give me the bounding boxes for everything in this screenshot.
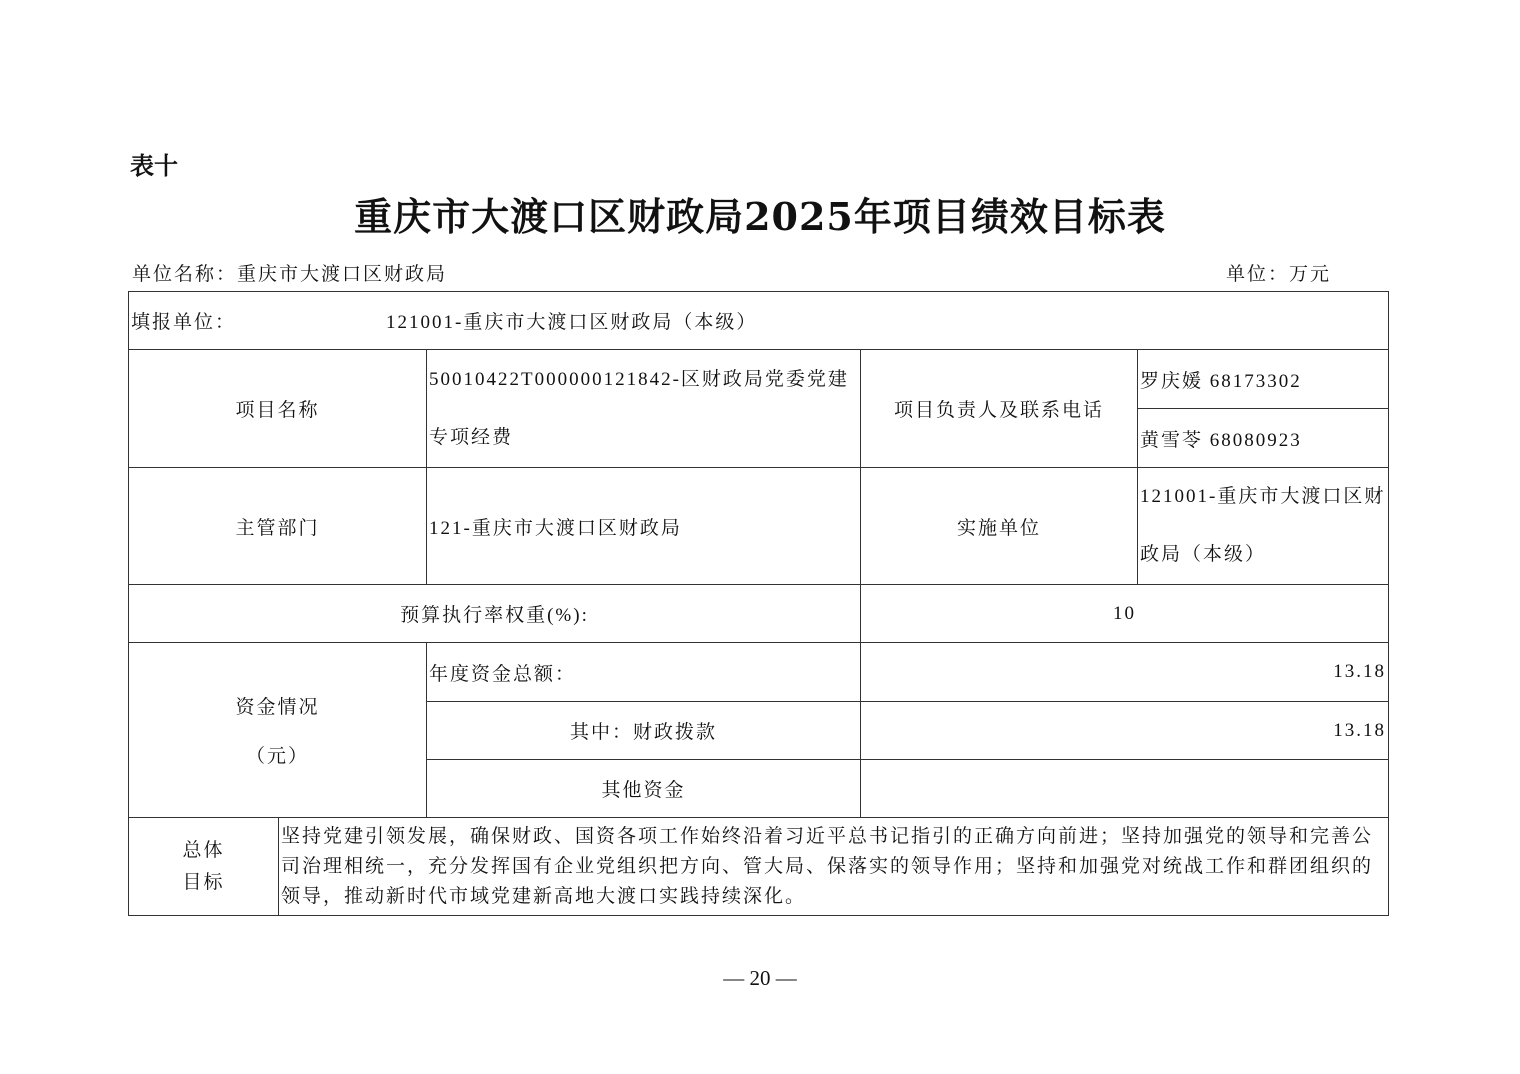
goal-label-line1: 总体 [182,839,225,861]
goal-label [129,818,279,916]
page-number: — 20 — [723,966,797,990]
goal-label-line2: 目标 [182,871,225,893]
contact-label: 项目负责人及联系电话 [861,350,1138,468]
filler-cell [129,292,1389,350]
implementer-label: 实施单位 [861,468,1138,585]
annual-total-label: 年度资金总额： [427,643,861,702]
funds-label-line1: 资金情况 [235,697,320,718]
table-label: 表十 [130,152,178,180]
project-row [129,350,1389,409]
fiscal-value: 13.18 [861,702,1389,760]
project-name-label: 项目名称 [129,350,427,468]
budget-weight-row [129,585,1389,643]
department-row [129,468,1389,585]
funds-label-line2: （元） [245,746,309,767]
goal-text: 坚持党建引领发展，确保财政、国资各项工作始终沿着习近平总书记指引的正确方向前进；坚持加强党的领导和完善公司治理相统一，充分发挥国有企业党组织把方向、管大局、保落实的领导作用；坚持和加强党对统战工作和群团组织的领导，推动新时代市域党建新高地大渡口实践持续深化。 [279,818,1389,916]
implementer-value: 121001-重庆市大渡口区财政局（本级） [1138,468,1389,585]
department-value: 121-重庆市大渡口区财政局 [427,468,861,585]
performance-target-table [128,291,1389,916]
project-name-value: 50010422T000000121842-区财政局党委党建专项经费 [427,350,861,468]
budget-weight-label: 预算执行率权重(%): [129,585,861,643]
contact-1: 罗庆媛 68173302 [1138,350,1389,409]
other-funds-label: 其他资金 [427,760,861,818]
budget-weight-value: 10 [861,585,1389,643]
contact-2: 黄雪苓 68080923 [1138,409,1389,468]
annual-total-value: 13.18 [861,643,1389,702]
annual-total-row [129,643,1389,702]
funds-label [129,643,427,818]
filler-label: 填报单位： [131,312,237,333]
filler-value: 121001-重庆市大渡口区财政局（本级） [386,312,758,333]
document-title: 重庆市大渡口区财政局2025年项目绩效目标表 [354,194,1166,239]
unit-name-line: 单位名称：重庆市大渡口区财政局 [132,264,448,285]
fiscal-label: 其中：财政拨款 [427,702,861,760]
goal-row [129,818,1389,916]
filler-row [129,292,1389,350]
currency-unit-line: 单位：万元 [1226,264,1332,285]
other-funds-value [861,760,1389,818]
department-label: 主管部门 [129,468,427,585]
